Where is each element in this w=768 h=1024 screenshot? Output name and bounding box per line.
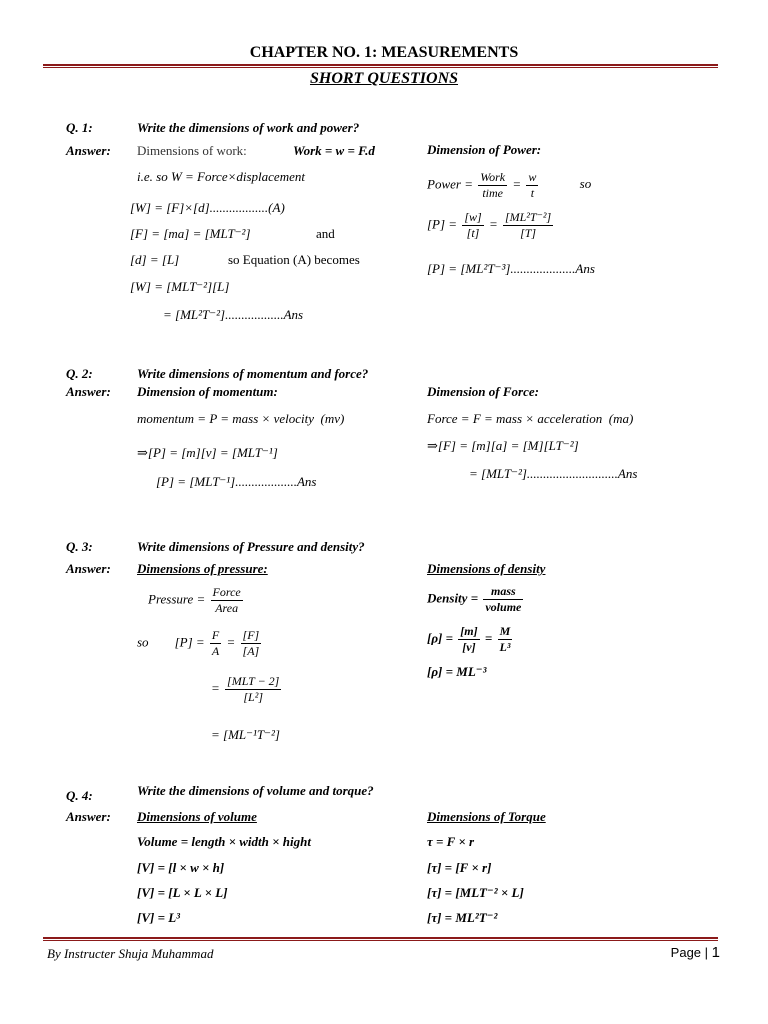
q4-torque-line-3: [τ] = [MLT⁻² × L]: [427, 885, 524, 900]
q3-pressure-line-3: = $\frac{\text{[MLT − 2]}}{\text{[L²]}}$: [211, 674, 280, 704]
force-abbr: (ma): [608, 411, 634, 426]
footer-page: [671, 944, 720, 961]
density-lhs: Density =: [427, 590, 479, 606]
pressure-lhs: Pressure =: [148, 591, 206, 607]
q2-force-equation: [427, 411, 633, 427]
q1-power-line-3: [P] = [ML²T⁻³]....................Ans: [427, 261, 595, 276]
force-eq-text: Force = F = mass × acceleration: [427, 411, 603, 426]
footer-rule-thin: [43, 940, 718, 941]
frac-num: F: [211, 628, 220, 642]
density-dim-lhs: [ρ] =: [427, 630, 454, 646]
q1-question: Write the dimensions of work and power?: [137, 120, 360, 135]
header-rule-thin: [43, 67, 718, 68]
q1-power-heading: Dimension of Power:: [427, 142, 542, 157]
f-a-dim-fraction: [241, 628, 262, 659]
q2-question: Write dimensions of momentum and force?: [137, 366, 369, 381]
frac-den: time: [482, 186, 503, 200]
q4-question: Write the dimensions of volume and torque?: [137, 783, 374, 798]
q3-label: Q. 3:: [66, 539, 93, 554]
q4-volume-line-1: Volume = length × width × hight: [137, 834, 311, 849]
q4-label: Q. 4:: [66, 788, 93, 803]
q1-work-heading: Dimensions of work:: [137, 143, 247, 158]
q3-density-heading: Dimensions of density: [427, 561, 546, 576]
q1-line-3a: [d] = [L]: [130, 252, 180, 267]
header-rule: [43, 64, 718, 66]
frac-num: M: [498, 624, 513, 640]
footer-rule: [43, 937, 718, 939]
q3-pressure-line-2: so [P] = $\frac{F}{A}$ = $\frac{[F]}{[A]}$: [137, 628, 260, 658]
q4-torque-heading: Dimensions of Torque: [427, 809, 546, 824]
m-l3-fraction: [498, 624, 513, 655]
momentum-abbr: (mv): [320, 411, 345, 426]
mass-volume-fraction: [483, 584, 523, 615]
momentum-eq-text: momentum = P = mass × velocity: [137, 411, 314, 426]
q1-answer-label: Answer:: [66, 143, 111, 158]
q1-line-5: = [ML²T⁻²]..................Ans: [163, 307, 304, 322]
q2-force-heading: Dimension of Force:: [427, 384, 539, 399]
frac-num: Work: [480, 170, 506, 184]
q3-question: Write dimensions of Pressure and density?: [137, 539, 365, 554]
frac-den: [t]: [466, 226, 480, 240]
q1-power-line-2: [P] = $\frac{[w]}{[t]}$ = $\frac{\text{[ML²T⁻²]}}{[T]}$: [427, 210, 552, 240]
force-area-fraction: [211, 585, 243, 616]
frac-num: [ML²T⁻²]: [504, 210, 552, 224]
q2-momentum-heading: Dimension of momentum:: [137, 384, 278, 399]
frac-num: mass: [483, 584, 523, 600]
q2-momentum-equation: [137, 411, 344, 427]
q2-answer-label: Answer:: [66, 384, 111, 399]
power-lhs: Power =: [427, 176, 473, 192]
frac-den: volume: [485, 600, 522, 614]
q3-answer-label: Answer:: [66, 561, 111, 576]
frac-den: [v]: [462, 640, 476, 654]
frac-num: w: [528, 170, 537, 184]
frac-den: Area: [215, 601, 239, 615]
power-dim-lhs: [P] =: [427, 216, 458, 232]
frac-den: [L²]: [243, 690, 263, 704]
q4-volume-line-2: [V] = [l × w × h]: [137, 860, 225, 875]
frac-den: A: [211, 644, 220, 658]
q1-line-2a: [F] = [ma] = [MLT⁻²]: [130, 226, 251, 241]
q4-volume-line-3: [V] = [L × L × L]: [137, 885, 228, 900]
q4-volume-heading: Dimensions of volume: [137, 809, 257, 824]
section-subtitle: SHORT QUESTIONS: [309, 70, 459, 87]
q4-volume-line-4: [V] = L³: [137, 910, 181, 925]
q2-force-line-1: ⇒[F] = [m][a] = [M][LT⁻²]: [427, 438, 579, 453]
chapter-title: CHAPTER NO. 1: MEASUREMENTS: [249, 44, 519, 61]
work-time-fraction: [478, 170, 507, 201]
w-t-dim-fraction: [462, 210, 483, 241]
q3-pressure-heading: Dimensions of pressure:: [137, 561, 268, 576]
so-word: so: [137, 634, 149, 650]
frac-den: t: [530, 186, 535, 200]
q1-label: Q. 1:: [66, 120, 93, 135]
frac-den: [A]: [242, 644, 260, 658]
frac-den: [T]: [520, 226, 537, 240]
q1-line-2b: and: [316, 226, 335, 241]
q3-pressure-line-4: = [ML⁻¹T⁻²]: [211, 727, 280, 742]
frac-num: [m]: [460, 624, 478, 638]
q1-line-3b: so Equation (A) becomes: [228, 252, 360, 267]
q1-power-line-1: [427, 170, 591, 201]
equals-sign: =: [512, 176, 522, 192]
mlt-l2-fraction: [225, 674, 281, 705]
so-word: so: [579, 176, 592, 192]
f-a-fraction: [210, 628, 221, 659]
q1-line-4: [W] = [MLT⁻²][L]: [130, 279, 230, 294]
m-v-fraction: [458, 624, 479, 655]
w-t-fraction: [526, 170, 538, 201]
q3-density-line-3: [ρ] = ML⁻³: [427, 664, 487, 679]
q2-force-line-2: = [MLT⁻²]............................Ans: [469, 466, 638, 481]
q3-pressure-line-1: [148, 585, 245, 616]
q2-momentum-line-2: [P] = [MLT⁻¹]...................Ans: [156, 474, 317, 489]
ml2t-fraction: [503, 210, 553, 241]
q4-torque-line-1: τ = F × r: [427, 834, 475, 849]
q3-density-line-2: [ρ] = $\frac{[m]}{[v]}$ = $\frac{M}{\text{L³}}$: [427, 624, 511, 654]
q1-line-1: [W] = [F]×[d]..................(A): [130, 200, 285, 215]
page-number: 1: [711, 944, 720, 961]
frac-num: [MLT − 2]: [227, 674, 280, 688]
q2-momentum-line-1: ⇒[P] = [m][v] = [MLT⁻¹]: [137, 445, 278, 460]
q2-label: Q. 2:: [66, 366, 93, 381]
q1-ie-line: i.e. so W = Force×displacement: [137, 169, 305, 184]
q4-answer-label: Answer:: [66, 809, 111, 824]
q1-work-equation: Work = w = F.d: [293, 143, 375, 158]
frac-num: [F]: [242, 628, 260, 642]
footer-author: By Instructer Shuja Muhammad: [47, 946, 214, 961]
frac-num: Force: [212, 585, 241, 599]
page-label: Page |: [670, 945, 709, 960]
q4-torque-line-4: [τ] = ML²T⁻²: [427, 910, 498, 925]
q4-torque-line-2: [τ] = [F × r]: [427, 860, 492, 875]
frac-num: [w]: [464, 210, 482, 224]
frac-den: L³: [499, 640, 511, 654]
pressure-dim-lhs: [P] =: [174, 634, 205, 650]
q3-density-line-1: [427, 584, 525, 615]
